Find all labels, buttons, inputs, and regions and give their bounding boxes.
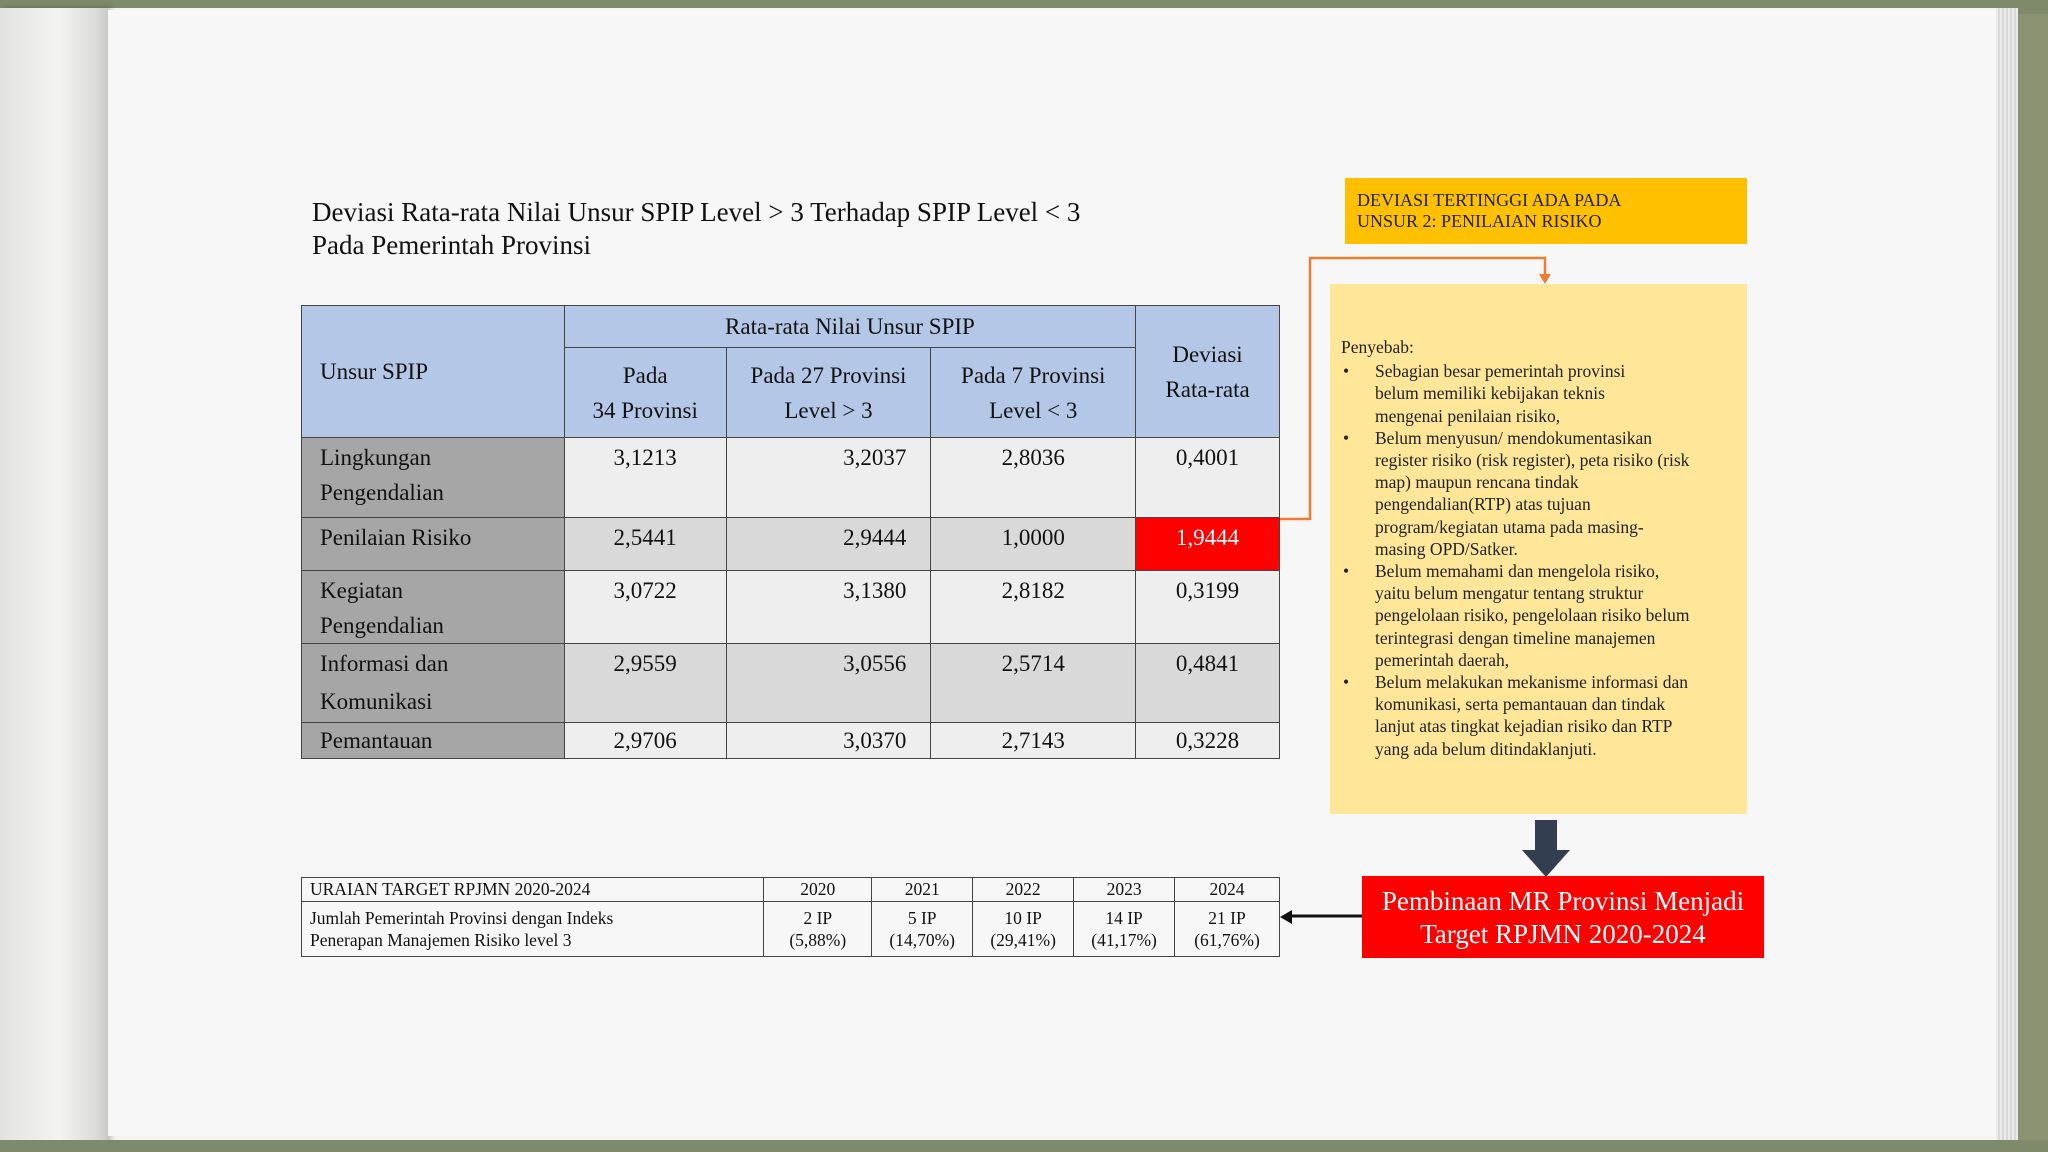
cell-27: 3,0370	[726, 723, 931, 759]
row-label-line: Pemantauan	[320, 728, 433, 753]
header-7-line1: Pada 7 Provinsi	[961, 362, 1106, 388]
cell-7: 2,8036	[931, 438, 1136, 518]
cell-deviasi-highlight: 1,9444	[1136, 518, 1280, 571]
target-row-label: Jumlah Pemerintah Provinsi dengan Indeks Penerapan Manajemen Risiko level 3	[302, 902, 764, 957]
cell-34: 2,5441	[564, 518, 726, 571]
callout-line1: DEVIASI TERTINGGI ADA PADA	[1357, 190, 1622, 210]
header-27-line2: Level > 3	[784, 397, 873, 423]
cell-34: 2,9706	[564, 723, 726, 759]
down-arrow-shaft	[1535, 820, 1557, 854]
cell-deviasi: 0,3228	[1136, 723, 1280, 759]
cell-deviasi: 0,4001	[1136, 438, 1280, 518]
cell-27: 3,1380	[726, 571, 931, 644]
target-value-cell: 14 IP (41,17%)	[1074, 902, 1175, 957]
header-27-line1: Pada 27 Provinsi	[750, 362, 907, 388]
header-34-line2: 34 Provinsi	[592, 397, 698, 423]
year-cell: 2021	[872, 878, 973, 902]
header-deviasi-line1: Deviasi	[1172, 341, 1243, 367]
slide-title-line2: Pada Pemerintah Provinsi	[312, 230, 591, 260]
row-label-line: Kegiatan	[320, 578, 404, 603]
cell-deviasi: 0,4841	[1136, 644, 1280, 723]
goal-line2: Target RPJMN 2020-2024	[1420, 919, 1706, 949]
year-cell: 2024	[1175, 878, 1280, 902]
row-label-line: Pengendalian	[320, 480, 444, 505]
goal-link-arrowhead	[1280, 910, 1292, 924]
down-arrow-head	[1522, 850, 1570, 877]
cell-34: 2,9559	[564, 644, 726, 723]
causes-heading: Penyebab:	[1341, 337, 1414, 357]
header-deviasi-line2: Rata-rata	[1165, 376, 1250, 402]
target-value-cell: 21 IP (61,76%)	[1175, 902, 1280, 957]
deviation-connector-line	[1280, 258, 1545, 519]
cause-item: • Belum melakukan mekanisme informasi dan komunikasi, serta pemantauan dan tindak lanjut atas tingkat kejadian risiko dan RTP yang ada belum ditindaklanjuti.	[1341, 671, 1723, 760]
row-label-line: Lingkungan	[320, 445, 432, 470]
cause-item: • Belum memahami dan mengelola risiko, yaitu belum mengatur tentang struktur pengelolaan risiko, pengelolaan risiko belum terintegrasi dengan timeline manajemen pemerintah daerah,	[1341, 560, 1723, 671]
cause-item: • Sebagian besar pemerintah provinsi belum memiliki kebijakan teknis mengenai penilaian risiko,	[1341, 360, 1723, 427]
target-header-label: URAIAN TARGET RPJMN 2020-2024	[302, 878, 764, 902]
row-label-line: Komunikasi	[320, 689, 433, 714]
cell-34: 3,1213	[564, 438, 726, 518]
goal-line1: Pembinaan MR Provinsi Menjadi	[1381, 886, 1745, 916]
target-value-cell: 5 IP (14,70%)	[872, 902, 973, 957]
header-34-line1: Pada	[622, 362, 668, 388]
row-label-line: Penilaian Risiko	[320, 525, 472, 550]
header-group: Rata-rata Nilai Unsur SPIP	[564, 306, 1135, 348]
year-cell: 2023	[1074, 878, 1175, 902]
row-label-line: Informasi dan	[320, 651, 449, 676]
target-value-cell: 2 IP (5,88%)	[764, 902, 872, 957]
slide-title-line1: Deviasi Rata-rata Nilai Unsur SPIP Level > 3 Terhadap SPIP Level < 3	[312, 197, 1081, 227]
deviation-connector-arrowhead	[1539, 274, 1551, 284]
row-label-line: Pengendalian	[320, 613, 444, 638]
header-unsur: Unsur SPIP	[302, 306, 565, 438]
callout-line2: UNSUR 2: PENILAIAN RISIKO	[1357, 211, 1602, 231]
cause-item: • Belum menyusun/ mendokumentasikan register risiko (risk register), peta risiko (risk map) maupun rencana tindak pengendalian(RTP) atas tujuan program/kegiatan utama pada masing- masing OPD/Satker.	[1341, 427, 1723, 560]
year-cell: 2022	[973, 878, 1074, 902]
cell-27: 2,9444	[726, 518, 931, 571]
cell-7: 2,5714	[931, 644, 1136, 723]
cell-27: 3,0556	[726, 644, 931, 723]
cell-7: 2,7143	[931, 723, 1136, 759]
target-value-cell: 10 IP (29,41%)	[973, 902, 1074, 957]
year-cell: 2020	[764, 878, 872, 902]
cell-27: 3,2037	[726, 438, 931, 518]
cell-34: 3,0722	[564, 571, 726, 644]
cell-7: 1,0000	[931, 518, 1136, 571]
cell-deviasi: 0,3199	[1136, 571, 1280, 644]
cell-7: 2,8182	[931, 571, 1136, 644]
header-7-line2: Level < 3	[989, 397, 1078, 423]
